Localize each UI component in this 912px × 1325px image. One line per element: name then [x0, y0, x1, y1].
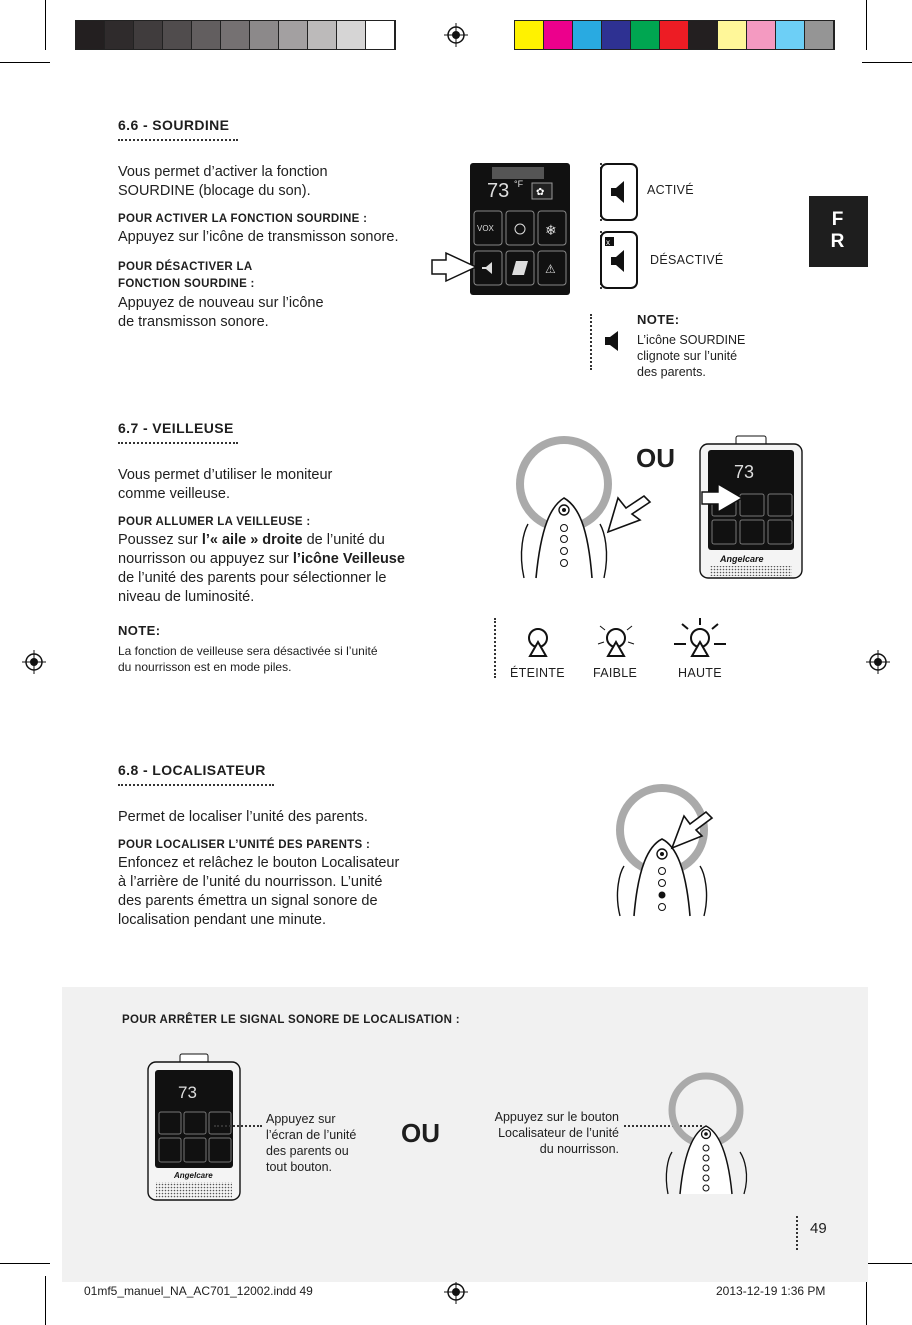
registration-mark-icon: [444, 1280, 468, 1304]
or-separator: OU: [401, 1118, 440, 1148]
svg-text:⚠: ⚠: [545, 262, 556, 276]
sourdine-intro-line: SOURDINE (blocage du son).: [118, 183, 311, 199]
color-swatch: [689, 21, 718, 49]
nightlight-level-high-label: HAUTE: [678, 666, 722, 680]
footer-filename: 01mf5_manuel_NA_AC701_12002.indd 49: [84, 1284, 313, 1298]
crop-mark: [862, 62, 912, 63]
parent-unit-screen-illustration: [432, 163, 572, 296]
text-run-bold: l’icône Veilleuse: [292, 551, 405, 567]
crop-mark: [866, 1276, 867, 1325]
color-swatch: [134, 21, 163, 49]
localisateur-heading: POUR LOCALISER L’UNITÉ DES PARENTS :: [118, 839, 371, 851]
registration-mark-icon: [444, 23, 468, 47]
sourdine-intro-line: Vous permet d’activer la fonction: [118, 164, 328, 180]
color-swatch: [573, 21, 602, 49]
nightlight-off-icon: [524, 626, 552, 660]
text-run: de l’unité du: [302, 532, 385, 548]
color-swatch: [718, 21, 747, 49]
stop-left-line: des parents ou: [266, 1144, 349, 1158]
gray-calibration-bar: [75, 20, 396, 50]
sourdine-note-line: clignote sur l’unité: [637, 349, 738, 363]
veilleuse-note-line: La fonction de veilleuse sera désactivée si l’unité: [118, 644, 378, 658]
sourdine-deactivate-heading: POUR DÉSACTIVER LA: [118, 261, 253, 273]
crop-mark: [0, 62, 50, 63]
stop-left-line: tout bouton.: [266, 1160, 333, 1174]
sourdine-note-line: des parents.: [637, 365, 706, 379]
color-calibration-bar: [514, 20, 835, 50]
svg-text:✿: ✿: [536, 187, 545, 198]
nursery-unit-locator-illustration: [614, 784, 714, 916]
brand-logo: Angelcare: [174, 1171, 213, 1180]
section-title-sourdine: 6.6 - SOURDINE: [118, 117, 230, 133]
localisateur-text-line: localisation pendant une minute.: [118, 912, 326, 928]
title-underline: [118, 442, 238, 444]
color-swatch: [366, 21, 395, 49]
sourdine-note-heading: NOTE:: [637, 312, 680, 327]
color-swatch: [308, 21, 337, 49]
or-separator: OU: [636, 443, 675, 473]
stop-right-line: du nourrisson.: [539, 1142, 619, 1156]
localisateur-text-line: à l’arrière de l’unité du nourrisson. L’unité: [118, 874, 383, 890]
color-swatch: [76, 21, 105, 49]
screen-temperature: 73: [178, 1083, 197, 1102]
divider-dotted: [796, 1216, 798, 1250]
mute-state-inactive-label: DÉSACTIVÉ: [650, 253, 724, 267]
language-tab-line: R: [830, 231, 847, 252]
screen-temperature: 73: [487, 180, 510, 202]
svg-text:❄: ❄: [545, 223, 557, 239]
footer-timestamp: 2013-12-19 1:36 PM: [716, 1284, 826, 1298]
color-swatch: [279, 21, 308, 49]
color-swatch: [602, 21, 631, 49]
sourdine-deactivate-heading: FONCTION SOURDINE :: [118, 278, 255, 290]
color-swatch: [805, 21, 834, 49]
color-swatch: [337, 21, 366, 49]
svg-text:x: x: [606, 238, 610, 247]
veilleuse-intro-line: comme veilleuse.: [118, 486, 231, 502]
crop-mark: [862, 1263, 912, 1264]
leader-line: [214, 1125, 262, 1127]
divider-dotted: [494, 618, 496, 678]
color-swatch: [192, 21, 221, 49]
veilleuse-text-line: [118, 531, 385, 550]
speaker-muted-icon: [600, 231, 638, 289]
crop-mark: [0, 1263, 50, 1264]
screen-temperature: 73: [734, 462, 755, 482]
registration-mark-icon: [866, 650, 890, 674]
parent-unit-illustration: [146, 1054, 242, 1200]
color-swatch: [105, 21, 134, 49]
brand-logo: Angelcare: [720, 554, 764, 564]
mute-state-active-label: ACTIVÉ: [647, 183, 694, 197]
veilleuse-note-line: du nourrisson est en mode piles.: [118, 660, 292, 674]
nightlight-level-off-label: ÉTEINTE: [510, 666, 565, 680]
nightlight-low-icon: [596, 622, 636, 662]
speaker-active-icon: [600, 163, 638, 221]
veilleuse-text-line: de l’unité des parents pour sélectionner le: [118, 570, 387, 586]
speaker-blinking-icon: [604, 330, 624, 352]
color-swatch: [163, 21, 192, 49]
registration-mark-icon: [22, 650, 46, 674]
veilleuse-text-line: niveau de luminosité.: [118, 589, 255, 605]
color-swatch: [544, 21, 573, 49]
color-swatch: [250, 21, 279, 49]
stop-left-line: Appuyez sur: [266, 1112, 336, 1126]
color-swatch: [660, 21, 689, 49]
title-underline: [118, 139, 238, 141]
nursery-unit-illustration: [516, 436, 656, 578]
nursery-unit-illustration: [664, 1072, 756, 1194]
page-number: 49: [810, 1220, 827, 1237]
crop-mark: [45, 0, 46, 50]
divider-dotted: [590, 314, 592, 370]
localisateur-intro: Permet de localiser l’unité des parents.: [118, 809, 368, 825]
stop-right-line: Appuyez sur le bouton: [494, 1110, 619, 1124]
section-title-veilleuse: 6.7 - VEILLEUSE: [118, 420, 234, 436]
veilleuse-note-heading: NOTE:: [118, 623, 161, 638]
title-underline: [118, 784, 274, 786]
sourdine-activate-text: Appuyez sur l’icône de transmisson sonore.: [118, 229, 399, 245]
color-swatch: [221, 21, 250, 49]
language-tab-line: F: [831, 209, 846, 230]
localisateur-text-line: des parents émettra un signal sonore de: [118, 893, 378, 909]
crop-mark: [866, 0, 867, 50]
text-run: nourrisson ou appuyez sur: [118, 551, 293, 567]
stop-signal-heading: POUR ARRÊTER LE SIGNAL SONORE DE LOCALISATION :: [122, 1014, 460, 1026]
sourdine-deactivate-text: Appuyez de nouveau sur l’icône: [118, 295, 324, 311]
localisateur-text-line: Enfoncez et relâchez le bouton Localisateur: [118, 855, 400, 871]
parent-unit-illustration: [698, 436, 806, 578]
stop-left-line: l’écran de l’unité: [266, 1128, 357, 1142]
text-run-bold: l’« aile » droite: [201, 532, 303, 548]
color-swatch: [747, 21, 776, 49]
stop-right-line: Localisateur de l’unité: [498, 1126, 619, 1140]
color-swatch: [515, 21, 544, 49]
screen-vox: VOX: [477, 224, 494, 233]
nightlight-level-low-label: FAIBLE: [593, 666, 638, 680]
nightlight-high-icon: [674, 618, 726, 664]
veilleuse-intro-line: Vous permet d’utiliser le moniteur: [118, 467, 333, 483]
color-swatch: [631, 21, 660, 49]
language-tab: [809, 196, 868, 267]
text-run: Poussez sur: [118, 532, 202, 548]
section-title-localisateur: 6.8 - LOCALISATEUR: [118, 762, 266, 778]
screen-temperature-unit: °F: [514, 179, 524, 189]
color-swatch: [776, 21, 805, 49]
veilleuse-text-line: [118, 550, 405, 569]
sourdine-deactivate-text: de transmisson sonore.: [118, 314, 269, 330]
sourdine-activate-heading: POUR ACTIVER LA FONCTION SOURDINE :: [118, 213, 368, 225]
sourdine-note-line: L’icône SOURDINE: [637, 333, 746, 347]
veilleuse-heading: POUR ALLUMER LA VEILLEUSE :: [118, 516, 311, 528]
crop-mark: [45, 1276, 46, 1325]
